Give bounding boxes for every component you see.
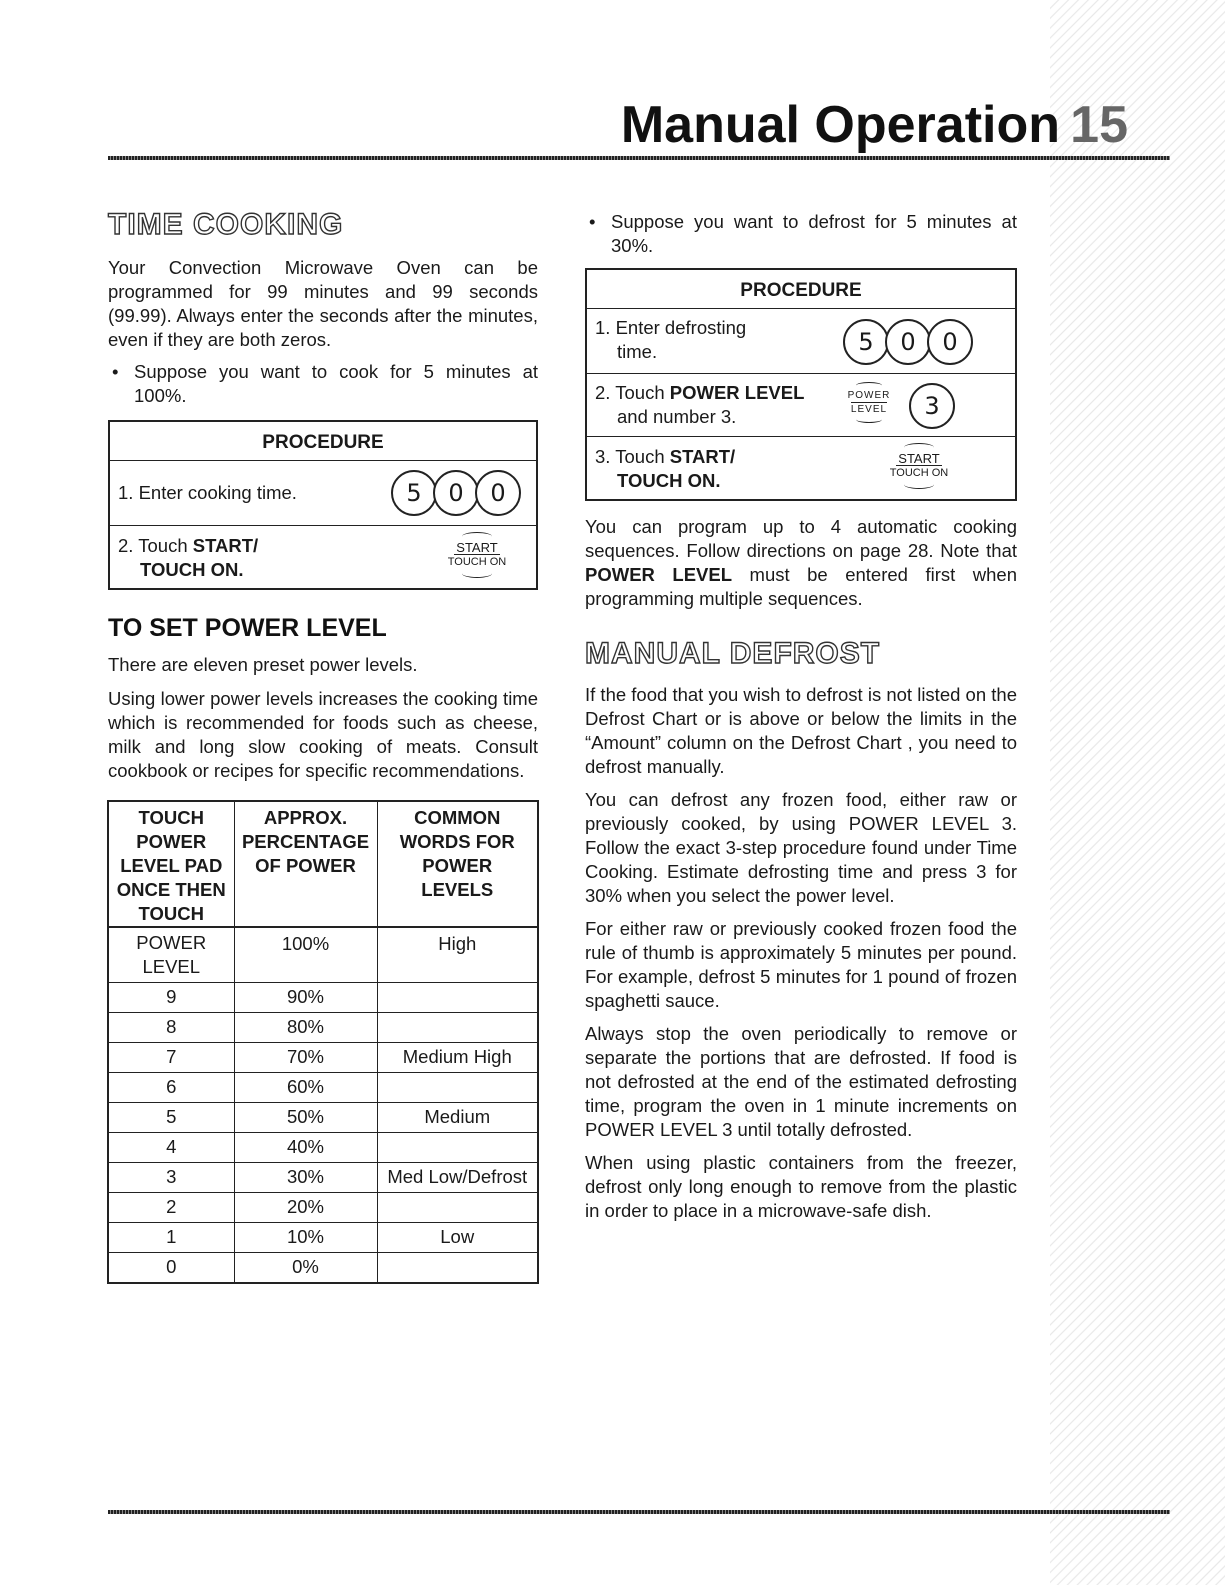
cell-pad: 9	[108, 982, 234, 1012]
cell-pad: 2	[108, 1192, 234, 1222]
cell-pct: 80%	[234, 1012, 377, 1042]
cell-pct: 0%	[234, 1252, 377, 1283]
procedure-heading: PROCEDURE	[587, 270, 1015, 309]
bullet-text: Suppose you want to defrost for 5 minutes at 30%.	[611, 211, 1017, 256]
sequence-text-bold: POWER LEVEL	[585, 564, 733, 585]
page-title: Manual Operation	[620, 96, 1060, 154]
procedure-step-2	[587, 374, 1015, 437]
number-keys	[847, 319, 973, 365]
step-bold: TOUCH ON.	[617, 470, 721, 491]
start-label: START	[456, 540, 498, 555]
touch-on-label: TOUCH ON	[889, 467, 949, 479]
cell-word	[377, 1252, 538, 1283]
table-row	[108, 982, 538, 1012]
power-label: POWER	[847, 390, 891, 401]
touch-on-label: TOUCH ON	[447, 556, 507, 568]
header-line: POWER	[136, 831, 207, 852]
power-level-para-1: There are eleven preset power levels.	[108, 654, 418, 675]
step-bold: POWER LEVEL	[669, 382, 805, 403]
sequence-text-post: must be entered first when programming multiple sequences.	[585, 564, 1018, 609]
step-1-text	[595, 316, 746, 364]
cell-pct: 60%	[234, 1072, 377, 1102]
step-number: 1.	[595, 317, 611, 338]
cell-pad	[108, 927, 234, 982]
key-5: 5	[843, 319, 889, 365]
step-number: 2.	[595, 382, 611, 403]
manual-defrost-para-5: When using plastic containers from the freezer, defrost only long enough to remove from the plastic in order to place in a microwave-safe dish.	[585, 1152, 1017, 1221]
cell-word: Low	[377, 1222, 538, 1252]
sequence-text	[585, 515, 1017, 611]
procedure-step-2	[110, 526, 536, 588]
table-row	[108, 1102, 538, 1132]
step-text: Touch	[138, 535, 193, 556]
table-header-row	[108, 801, 538, 927]
power-level-title: TO SET POWER LEVEL	[108, 614, 387, 642]
cell-word: Medium	[377, 1102, 538, 1132]
cell-pad: 0	[108, 1252, 234, 1283]
step-text: Touch	[615, 446, 670, 467]
step-number: 1.	[118, 482, 134, 503]
power-level-table	[107, 800, 539, 1284]
header-line: TOUCH	[138, 903, 204, 924]
key-arc	[462, 569, 492, 578]
time-cooking-intro: Your Convection Microwave Oven can be programmed for 99 minutes and 99 seconds (99.99). Always enter the seconds after the minutes, even if they are both zeros.	[108, 257, 538, 350]
header-line: APPROX.	[263, 807, 348, 828]
page-header	[0, 95, 1190, 155]
header-common-words	[377, 801, 538, 927]
number-keys	[395, 470, 521, 516]
cell-word	[377, 1012, 538, 1042]
key-arc	[856, 382, 882, 389]
procedure-step-3	[587, 437, 1015, 499]
manual-defrost-para-4: Always stop the oven periodically to remove or separate the portions that are defrosted. If food is not defrosted at the end of the estimated defrosting time, program the oven in 1 minute increments on POWER LEVEL 3 until totally defrosted.	[585, 1023, 1017, 1140]
table-row	[108, 1252, 538, 1283]
step-2-text	[595, 381, 804, 429]
cell-word	[377, 982, 538, 1012]
cell-pct: 10%	[234, 1222, 377, 1252]
step-bold: START/	[669, 446, 736, 467]
cell-pct: 70%	[234, 1042, 377, 1072]
step-number: 2.	[118, 535, 134, 556]
header-line: POWER	[422, 855, 493, 876]
procedure-heading: PROCEDURE	[110, 422, 536, 461]
step-text: Enter defrosting	[615, 317, 747, 338]
cell-pct: 30%	[234, 1162, 377, 1192]
step-2-text	[118, 534, 258, 582]
time-cooking-bullet	[108, 360, 538, 408]
header-rule	[108, 156, 1170, 160]
time-cooking-title: TIME COOKING	[108, 208, 344, 241]
manual-defrost-para-2: You can defrost any frozen food, either raw or previously cooked, by using POWER LEVEL 3. Follow the exact 3-step procedure found under Time Cooking. Estimate defrosting time and press 3 for 30% when you select the power level.	[585, 789, 1017, 906]
step-bold: TOUCH ON.	[140, 559, 244, 580]
header-line: OF POWER	[255, 855, 356, 876]
header-percentage	[234, 801, 377, 927]
step-3-text	[595, 445, 735, 493]
cell-pct: 40%	[234, 1132, 377, 1162]
table-row	[108, 1012, 538, 1042]
page-number: 15	[1070, 96, 1128, 154]
table-row	[108, 1222, 538, 1252]
cell-pad: 1	[108, 1222, 234, 1252]
time-cooking-procedure	[108, 420, 538, 590]
step-text: time.	[617, 341, 658, 362]
table-row	[108, 1042, 538, 1072]
defrost-bullet	[585, 210, 1017, 258]
header-line: LEVELS	[421, 879, 494, 900]
cell-pad: 8	[108, 1012, 234, 1042]
header-line: PERCENTAGE	[241, 831, 370, 852]
level-label: LEVEL	[850, 404, 888, 415]
cell-pad: 5	[108, 1102, 234, 1132]
cell-pct: 50%	[234, 1102, 377, 1132]
cell-pct: 100%	[234, 927, 377, 982]
cell-line: POWER	[136, 932, 207, 953]
step-text: Enter cooking time.	[138, 482, 297, 503]
bullet-dot: •	[112, 361, 119, 382]
key-0: 0	[475, 470, 521, 516]
manual-defrost-para-3: For either raw or previously cooked frozen food the rule of thumb is approximately 5 minutes per pound. For example, defrost 5 minutes for 1 pound of frozen spaghetti sauce.	[585, 918, 1017, 1011]
cell-pad: 7	[108, 1042, 234, 1072]
cell-pct: 90%	[234, 982, 377, 1012]
key-arc	[856, 416, 882, 423]
cell-word	[377, 1072, 538, 1102]
bullet-text: Suppose you want to cook for 5 minutes at 100%.	[134, 361, 538, 406]
left-column	[108, 208, 538, 783]
right-column	[585, 210, 1017, 1223]
table-row	[108, 1162, 538, 1192]
table-row	[108, 1192, 538, 1222]
cell-line: LEVEL	[142, 956, 201, 977]
defrost-procedure	[585, 268, 1017, 501]
bullet-dot: •	[589, 211, 596, 232]
key-0: 0	[927, 319, 973, 365]
key-arc	[904, 480, 934, 489]
key-5: 5	[391, 470, 437, 516]
table-row	[108, 1072, 538, 1102]
start-label: START	[898, 451, 940, 466]
power-level-para-2: Using lower power levels increases the cooking time which is recommended for foods such as cheese, milk and long slow cooking of meats. Consult cookbook or recipes for specific recommendations.	[108, 688, 538, 781]
start-touch-on-key	[445, 532, 509, 578]
key-0: 0	[433, 470, 479, 516]
cell-pad: 6	[108, 1072, 234, 1102]
power-level-key	[845, 382, 893, 423]
page-edge-texture	[1050, 0, 1225, 1585]
header-line: ONCE THEN	[116, 879, 226, 900]
manual-defrost-title: MANUAL DEFROST	[585, 637, 881, 670]
key-3: 3	[909, 383, 955, 429]
step-bold: START/	[192, 535, 259, 556]
header-line: LEVEL PAD	[120, 855, 223, 876]
step-1-text	[118, 481, 297, 505]
table-row	[108, 927, 538, 982]
procedure-step-1	[587, 309, 1015, 374]
header-line: TOUCH	[138, 807, 204, 828]
cell-word	[377, 1192, 538, 1222]
cell-pad: 3	[108, 1162, 234, 1192]
step-number: 3.	[595, 446, 611, 467]
step-text: and number 3.	[617, 406, 737, 427]
header-line: WORDS FOR	[399, 831, 515, 852]
cell-word: High	[377, 927, 538, 982]
procedure-step-1	[110, 461, 536, 526]
key-0: 0	[885, 319, 931, 365]
cell-word	[377, 1132, 538, 1162]
table-row	[108, 1132, 538, 1162]
sequence-text-pre: You can program up to 4 automatic cooking sequences. Follow directions on page 28. Note that	[585, 516, 1017, 561]
cell-pct: 20%	[234, 1192, 377, 1222]
header-line: COMMON	[414, 807, 501, 828]
manual-defrost-para-1: If the food that you wish to defrost is not listed on the Defrost Chart or is above or below the limits in the “Amount” column on the Defrost Chart , you need to defrost manually.	[585, 684, 1017, 777]
step-text: Touch	[615, 382, 670, 403]
cell-word: Med Low/Defrost	[377, 1162, 538, 1192]
cell-word: Medium High	[377, 1042, 538, 1072]
start-touch-on-key	[887, 443, 951, 489]
cell-pad: 4	[108, 1132, 234, 1162]
footer-rule	[108, 1510, 1170, 1514]
header-touch-pad	[108, 801, 234, 927]
